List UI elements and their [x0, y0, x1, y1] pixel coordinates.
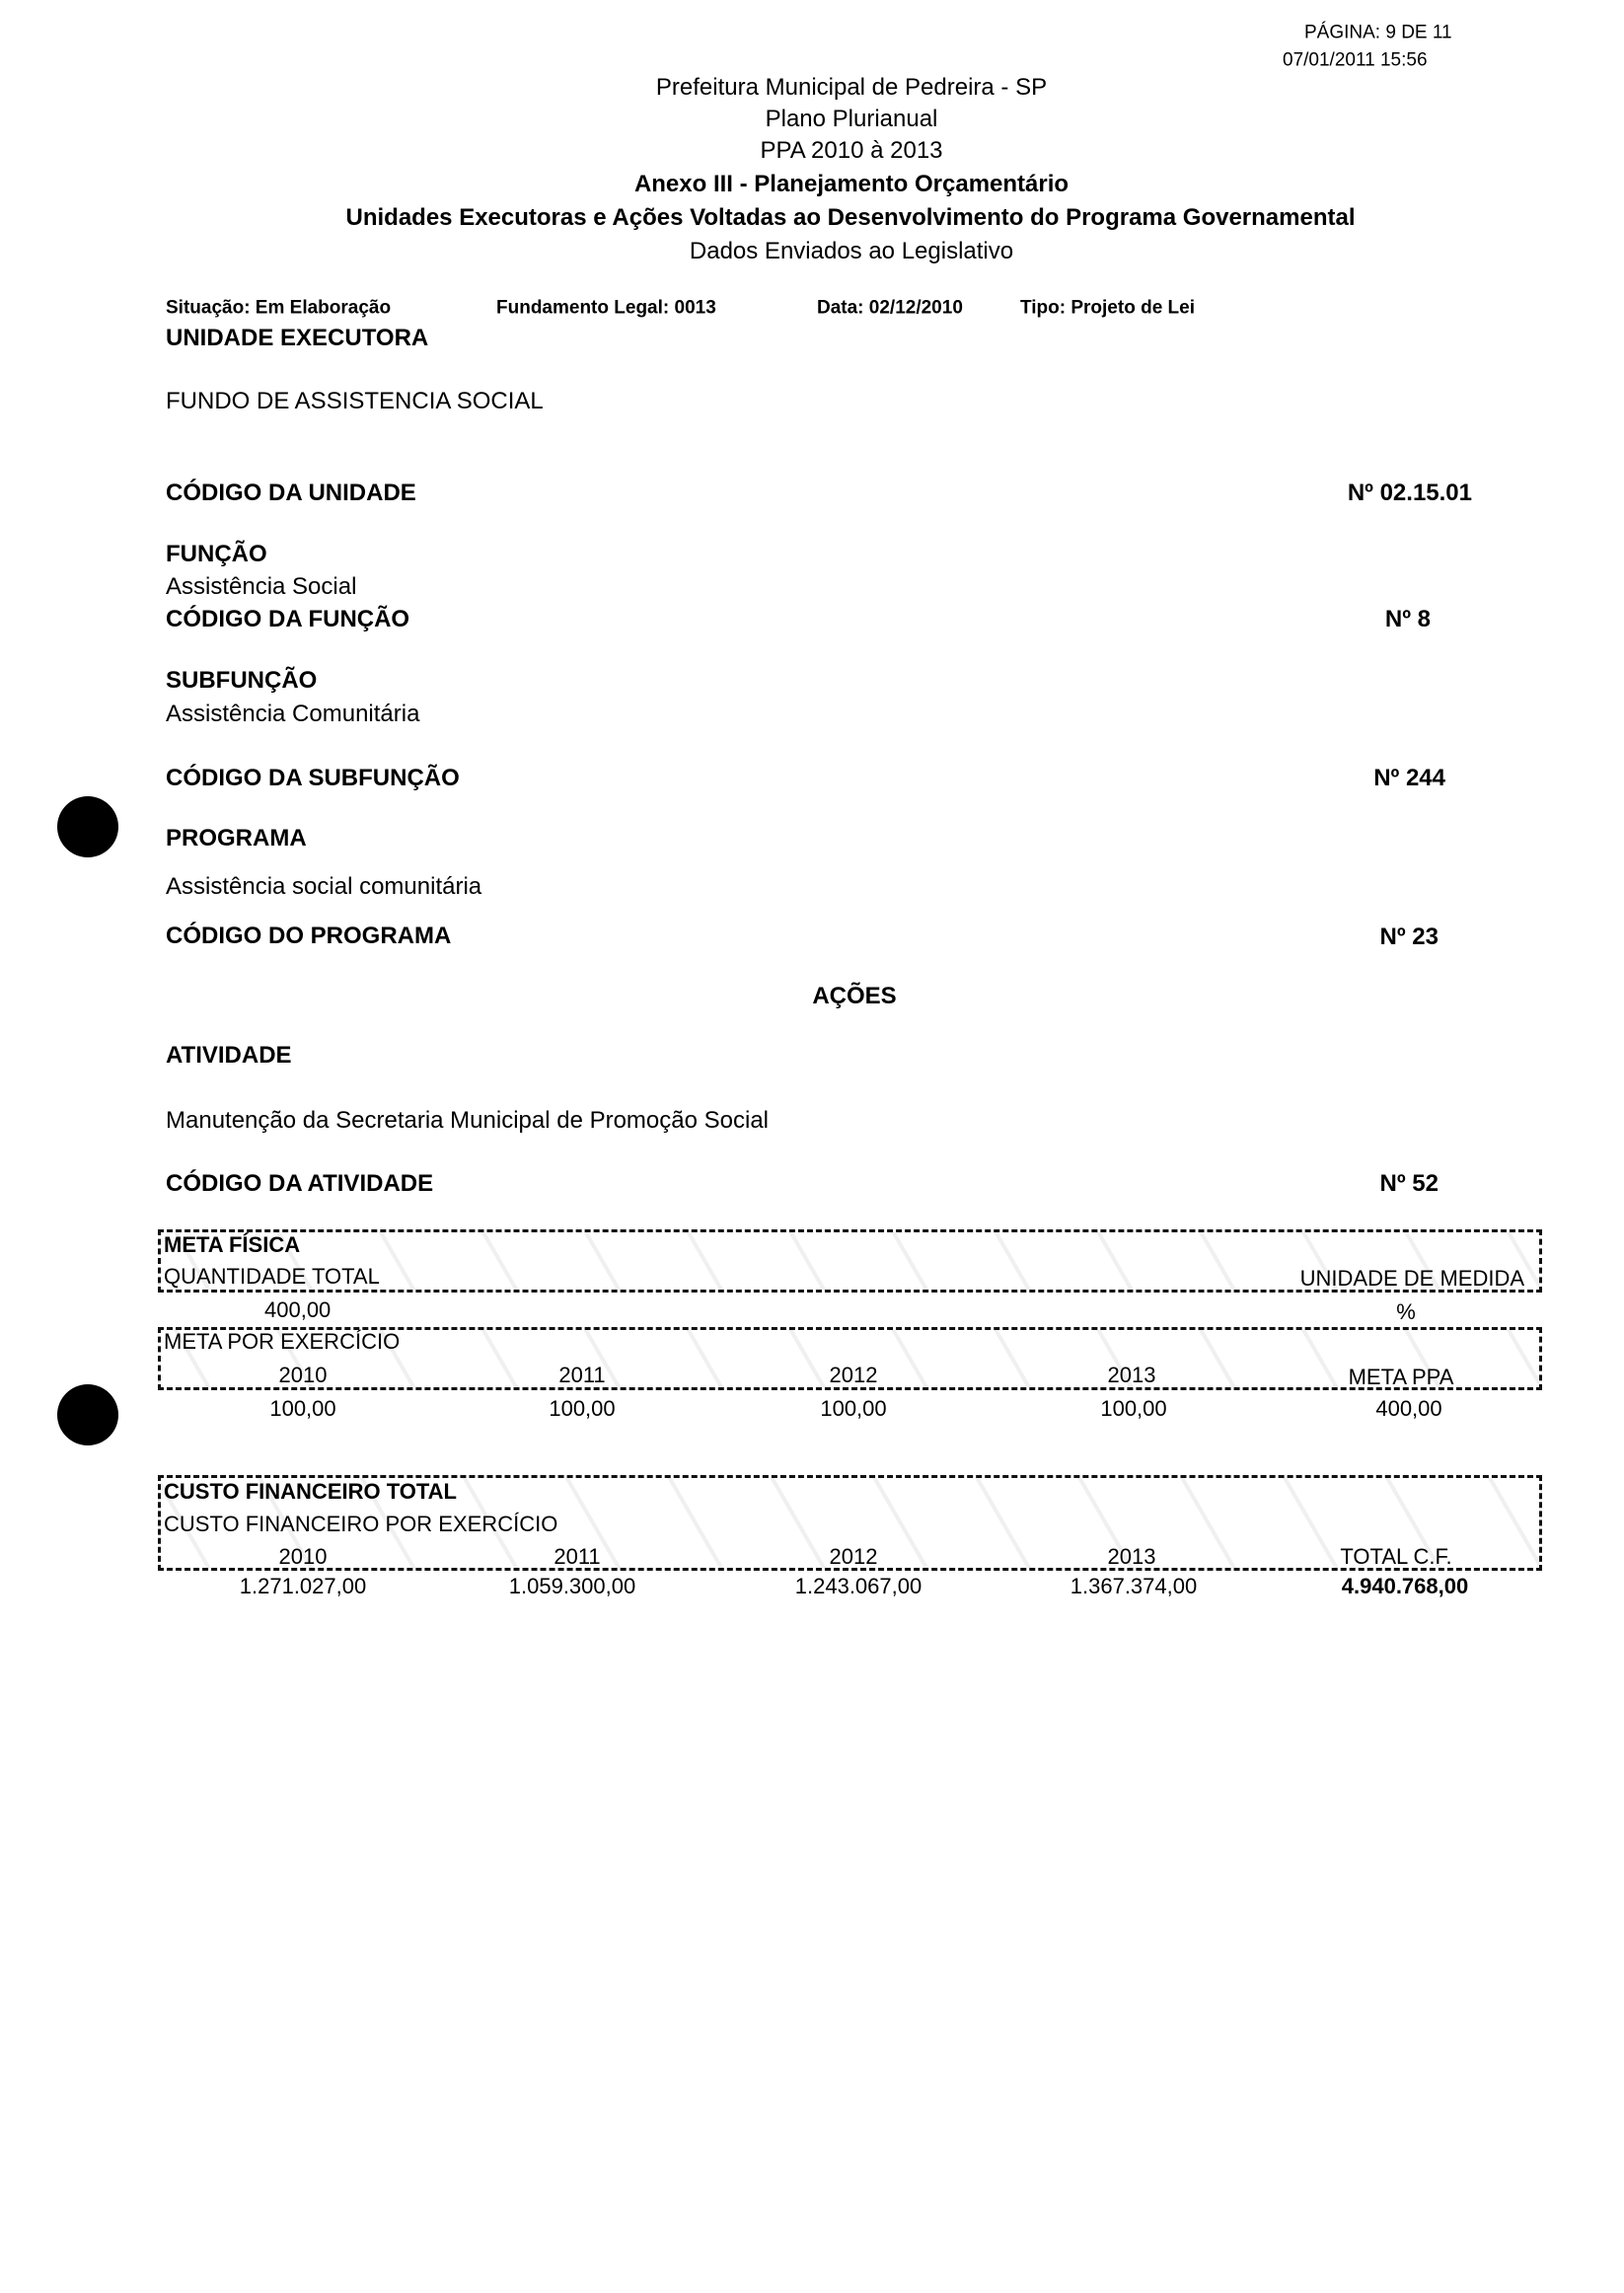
header-line: Plano Plurianual: [765, 106, 938, 132]
funcao-value: Assistência Social: [166, 573, 357, 600]
subfuncao-code: Nº 244: [1373, 765, 1445, 791]
programa-value: Assistência social comunitária: [166, 873, 482, 900]
unidade-code-label: CÓDIGO DA UNIDADE: [166, 480, 416, 506]
atividade-value: Manutenção da Secretaria Municipal de Promoção Social: [166, 1107, 770, 1134]
custo-title: CUSTO FINANCEIRO TOTAL: [164, 1479, 457, 1504]
atividade-code-label: CÓDIGO DA ATIVIDADE: [166, 1170, 434, 1197]
annex-title: Anexo III - Planejamento Orçamentário: [633, 171, 1070, 197]
column-header: META PPA: [1348, 1365, 1454, 1389]
data: Data: 02/12/2010: [817, 297, 963, 319]
funcao-code: Nº 8: [1384, 606, 1431, 632]
situacao: Situação: Em Elaboração: [166, 297, 392, 319]
funcao-label: FUNÇÃO: [166, 541, 267, 567]
column-header: 2011: [558, 1363, 606, 1387]
column-header: 2011: [554, 1544, 601, 1569]
qty-value: 400,00: [264, 1297, 332, 1322]
meta-value: 100,00: [820, 1396, 887, 1421]
column-header: 2010: [278, 1363, 328, 1387]
acoes-heading: AÇÕES: [812, 983, 897, 1009]
document-subtitle: Unidades Executoras e Ações Voltadas ao Desenvolvimento do Programa Governamental: [345, 204, 1356, 231]
unidade-code: Nº 02.15.01: [1347, 480, 1472, 506]
programa-code: Nº 23: [1379, 924, 1439, 950]
programa-code-label: CÓDIGO DO PROGRAMA: [166, 923, 452, 949]
meta-value: 100,00: [269, 1396, 336, 1421]
meta-value: 400,00: [1375, 1396, 1442, 1421]
column-header: 2013: [1107, 1363, 1156, 1387]
custo-value: 1.367.374,00: [1070, 1574, 1198, 1598]
header-line: PPA 2010 à 2013: [760, 137, 943, 164]
subfuncao-code-label: CÓDIGO DA SUBFUNÇÃO: [166, 765, 460, 791]
column-header: 2012: [829, 1544, 878, 1569]
meta-value: 100,00: [549, 1396, 616, 1421]
funcao-code-label: CÓDIGO DA FUNÇÃO: [166, 606, 410, 632]
page-number: PÁGINA: 9 DE 11: [1304, 22, 1452, 43]
subfuncao-label: SUBFUNÇÃO: [166, 667, 318, 694]
atividade-label: ATIVIDADE: [166, 1042, 292, 1069]
custo-total: 4.940.768,00: [1341, 1574, 1469, 1598]
meta-por-exercicio-label: META POR EXERCÍCIO: [164, 1329, 401, 1354]
custo-por-exercicio-label: CUSTO FINANCEIRO POR EXERCÍCIO: [164, 1512, 558, 1536]
tipo: Tipo: Projeto de Lei: [1020, 297, 1195, 319]
unidade-value: FUNDO DE ASSISTENCIA SOCIAL: [166, 388, 544, 414]
subfuncao-value: Assistência Comunitária: [166, 701, 420, 727]
unit-label: UNIDADE DE MEDIDA: [1299, 1266, 1524, 1291]
header-line: Prefeitura Municipal de Pedreira - SP: [655, 74, 1048, 101]
meta-value: 100,00: [1100, 1396, 1167, 1421]
sent-note: Dados Enviados ao Legislativo: [689, 238, 1014, 264]
column-header: 2010: [278, 1544, 328, 1569]
programa-label: PROGRAMA: [166, 825, 307, 851]
qty-label: QUANTIDADE TOTAL: [164, 1264, 380, 1289]
punch-hole: [57, 1384, 118, 1445]
custo-value: 1.059.300,00: [508, 1574, 636, 1598]
unidade-label: UNIDADE EXECUTORA: [166, 325, 429, 351]
column-header: TOTAL C.F.: [1340, 1544, 1452, 1569]
atividade-code: Nº 52: [1379, 1170, 1439, 1197]
fundamento-legal: Fundamento Legal: 0013: [496, 297, 716, 319]
column-header: 2013: [1107, 1544, 1156, 1569]
custo-value: 1.243.067,00: [794, 1574, 923, 1598]
unit-value: %: [1396, 1299, 1416, 1324]
meta-fisica-title: META FÍSICA: [164, 1232, 301, 1257]
punch-hole: [57, 796, 118, 857]
print-datetime: 07/01/2011 15:56: [1283, 49, 1428, 71]
custo-value: 1.271.027,00: [239, 1574, 367, 1598]
column-header: 2012: [829, 1363, 878, 1387]
